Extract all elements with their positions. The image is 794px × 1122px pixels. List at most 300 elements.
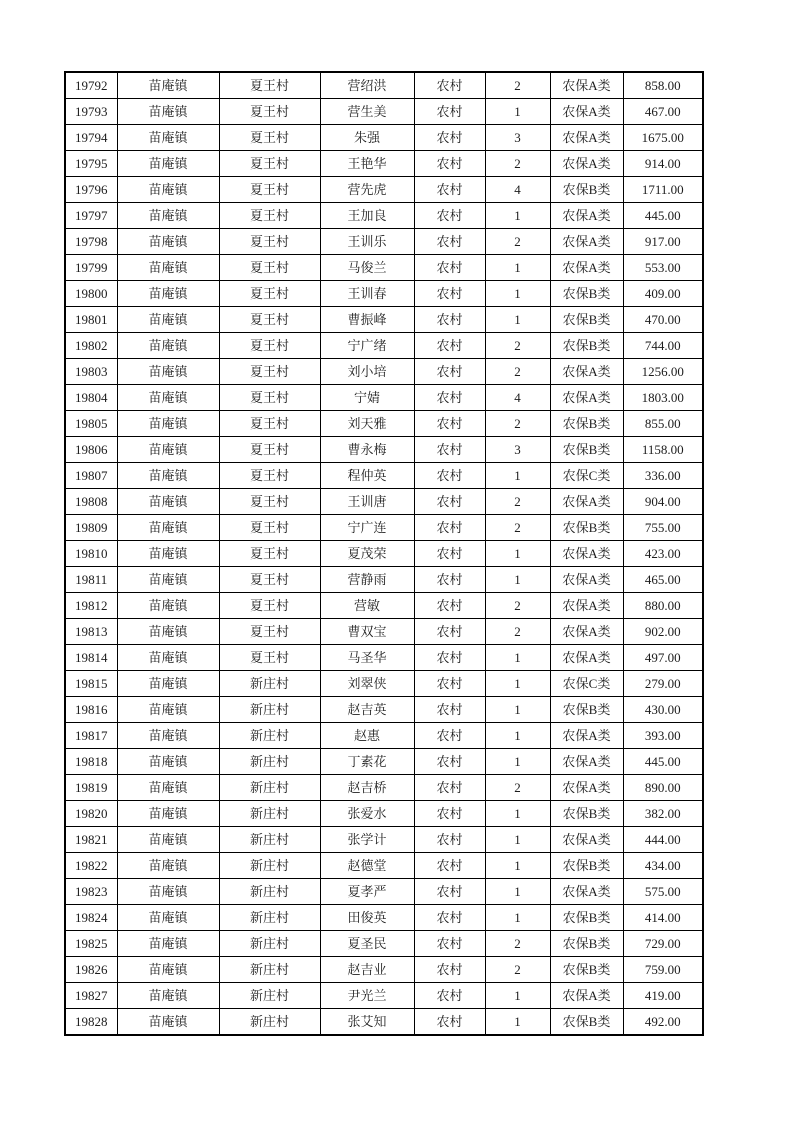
- cell-person-name: 张艾知: [320, 1009, 414, 1036]
- cell-amount: 497.00: [623, 645, 703, 671]
- cell-town: 苗庵镇: [117, 255, 219, 281]
- cell-insurance-category: 农保A类: [550, 775, 623, 801]
- cell-town: 苗庵镇: [117, 619, 219, 645]
- table-row: [65, 801, 703, 827]
- cell-village: 夏王村: [219, 255, 320, 281]
- cell-amount: 444.00: [623, 827, 703, 853]
- cell-residence-type: 农村: [414, 775, 485, 801]
- cell-residence-type: 农村: [414, 723, 485, 749]
- cell-amount: 904.00: [623, 489, 703, 515]
- cell-record-id: 19816: [65, 697, 117, 723]
- cell-person-count: 2: [485, 359, 550, 385]
- cell-person-count: 1: [485, 827, 550, 853]
- cell-person-count: 2: [485, 931, 550, 957]
- cell-person-count: 1: [485, 671, 550, 697]
- cell-insurance-category: 农保A类: [550, 72, 623, 99]
- cell-residence-type: 农村: [414, 593, 485, 619]
- cell-person-name: 营敏: [320, 593, 414, 619]
- cell-residence-type: 农村: [414, 72, 485, 99]
- cell-town: 苗庵镇: [117, 1009, 219, 1036]
- cell-person-count: 1: [485, 905, 550, 931]
- cell-village: 新庄村: [219, 775, 320, 801]
- cell-record-id: 19811: [65, 567, 117, 593]
- cell-town: 苗庵镇: [117, 333, 219, 359]
- cell-town: 苗庵镇: [117, 437, 219, 463]
- table-row: [65, 905, 703, 931]
- cell-village: 夏王村: [219, 619, 320, 645]
- cell-town: 苗庵镇: [117, 307, 219, 333]
- cell-person-name: 丁素花: [320, 749, 414, 775]
- table-row: [65, 515, 703, 541]
- cell-person-count: 1: [485, 541, 550, 567]
- table-row: [65, 671, 703, 697]
- cell-amount: 744.00: [623, 333, 703, 359]
- table-row: [65, 957, 703, 983]
- cell-town: 苗庵镇: [117, 697, 219, 723]
- cell-person-count: 2: [485, 619, 550, 645]
- cell-residence-type: 农村: [414, 645, 485, 671]
- cell-insurance-category: 农保B类: [550, 801, 623, 827]
- cell-amount: 382.00: [623, 801, 703, 827]
- cell-residence-type: 农村: [414, 827, 485, 853]
- cell-record-id: 19800: [65, 281, 117, 307]
- cell-residence-type: 农村: [414, 359, 485, 385]
- cell-insurance-category: 农保A类: [550, 593, 623, 619]
- table-row: [65, 749, 703, 775]
- cell-record-id: 19808: [65, 489, 117, 515]
- cell-residence-type: 农村: [414, 905, 485, 931]
- cell-record-id: 19828: [65, 1009, 117, 1036]
- cell-town: 苗庵镇: [117, 515, 219, 541]
- cell-town: 苗庵镇: [117, 463, 219, 489]
- cell-record-id: 19812: [65, 593, 117, 619]
- cell-residence-type: 农村: [414, 333, 485, 359]
- cell-record-id: 19824: [65, 905, 117, 931]
- cell-insurance-category: 农保A类: [550, 541, 623, 567]
- cell-amount: 423.00: [623, 541, 703, 567]
- cell-town: 苗庵镇: [117, 99, 219, 125]
- cell-record-id: 19799: [65, 255, 117, 281]
- cell-person-count: 2: [485, 72, 550, 99]
- records-table: [64, 71, 704, 1036]
- cell-residence-type: 农村: [414, 853, 485, 879]
- cell-residence-type: 农村: [414, 749, 485, 775]
- table-row: [65, 203, 703, 229]
- cell-town: 苗庵镇: [117, 879, 219, 905]
- table-row: [65, 697, 703, 723]
- cell-town: 苗庵镇: [117, 541, 219, 567]
- cell-record-id: 19817: [65, 723, 117, 749]
- cell-person-name: 马圣华: [320, 645, 414, 671]
- cell-town: 苗庵镇: [117, 645, 219, 671]
- cell-insurance-category: 农保A类: [550, 229, 623, 255]
- cell-town: 苗庵镇: [117, 229, 219, 255]
- cell-amount: 467.00: [623, 99, 703, 125]
- table-row: [65, 359, 703, 385]
- cell-residence-type: 农村: [414, 411, 485, 437]
- cell-amount: 465.00: [623, 567, 703, 593]
- cell-insurance-category: 农保A类: [550, 99, 623, 125]
- cell-insurance-category: 农保B类: [550, 177, 623, 203]
- cell-person-count: 1: [485, 645, 550, 671]
- cell-residence-type: 农村: [414, 671, 485, 697]
- table-row: [65, 255, 703, 281]
- cell-village: 新庄村: [219, 697, 320, 723]
- cell-amount: 917.00: [623, 229, 703, 255]
- cell-person-count: 1: [485, 749, 550, 775]
- cell-village: 夏王村: [219, 515, 320, 541]
- cell-person-count: 1: [485, 1009, 550, 1036]
- cell-village: 夏王村: [219, 567, 320, 593]
- cell-person-name: 朱强: [320, 125, 414, 151]
- cell-village: 新庄村: [219, 853, 320, 879]
- cell-amount: 279.00: [623, 671, 703, 697]
- cell-person-name: 程仲英: [320, 463, 414, 489]
- cell-amount: 1256.00: [623, 359, 703, 385]
- cell-person-count: 1: [485, 853, 550, 879]
- cell-person-name: 营静雨: [320, 567, 414, 593]
- table-row: [65, 853, 703, 879]
- cell-record-id: 19804: [65, 385, 117, 411]
- cell-residence-type: 农村: [414, 515, 485, 541]
- cell-residence-type: 农村: [414, 177, 485, 203]
- cell-record-id: 19802: [65, 333, 117, 359]
- cell-person-name: 曹振峰: [320, 307, 414, 333]
- table-row: [65, 99, 703, 125]
- cell-person-name: 营绍洪: [320, 72, 414, 99]
- cell-insurance-category: 农保B类: [550, 411, 623, 437]
- cell-amount: 553.00: [623, 255, 703, 281]
- cell-town: 苗庵镇: [117, 567, 219, 593]
- cell-person-count: 2: [485, 151, 550, 177]
- cell-village: 新庄村: [219, 879, 320, 905]
- cell-amount: 470.00: [623, 307, 703, 333]
- table-row: [65, 333, 703, 359]
- cell-amount: 858.00: [623, 72, 703, 99]
- cell-record-id: 19826: [65, 957, 117, 983]
- cell-record-id: 19821: [65, 827, 117, 853]
- cell-village: 夏王村: [219, 72, 320, 99]
- table-row: [65, 229, 703, 255]
- cell-record-id: 19805: [65, 411, 117, 437]
- cell-town: 苗庵镇: [117, 671, 219, 697]
- cell-insurance-category: 农保A类: [550, 645, 623, 671]
- table-row: [65, 307, 703, 333]
- cell-insurance-category: 农保A类: [550, 255, 623, 281]
- cell-residence-type: 农村: [414, 281, 485, 307]
- cell-record-id: 19825: [65, 931, 117, 957]
- table-row: [65, 151, 703, 177]
- cell-town: 苗庵镇: [117, 957, 219, 983]
- cell-insurance-category: 农保A类: [550, 385, 623, 411]
- cell-amount: 575.00: [623, 879, 703, 905]
- cell-insurance-category: 农保A类: [550, 619, 623, 645]
- cell-person-name: 王训唐: [320, 489, 414, 515]
- cell-person-count: 1: [485, 255, 550, 281]
- cell-town: 苗庵镇: [117, 203, 219, 229]
- cell-village: 夏王村: [219, 307, 320, 333]
- cell-person-name: 赵吉英: [320, 697, 414, 723]
- cell-village: 夏王村: [219, 645, 320, 671]
- cell-record-id: 19797: [65, 203, 117, 229]
- cell-amount: 434.00: [623, 853, 703, 879]
- cell-town: 苗庵镇: [117, 983, 219, 1009]
- cell-town: 苗庵镇: [117, 931, 219, 957]
- cell-person-count: 2: [485, 411, 550, 437]
- cell-person-count: 3: [485, 125, 550, 151]
- cell-amount: 445.00: [623, 203, 703, 229]
- table-row: [65, 931, 703, 957]
- cell-person-count: 4: [485, 385, 550, 411]
- cell-residence-type: 农村: [414, 619, 485, 645]
- cell-town: 苗庵镇: [117, 775, 219, 801]
- cell-insurance-category: 农保B类: [550, 697, 623, 723]
- cell-person-name: 田俊英: [320, 905, 414, 931]
- cell-person-name: 赵吉业: [320, 957, 414, 983]
- cell-amount: 1803.00: [623, 385, 703, 411]
- cell-village: 夏王村: [219, 125, 320, 151]
- cell-record-id: 19820: [65, 801, 117, 827]
- cell-person-name: 马俊兰: [320, 255, 414, 281]
- cell-person-count: 4: [485, 177, 550, 203]
- cell-residence-type: 农村: [414, 541, 485, 567]
- cell-record-id: 19823: [65, 879, 117, 905]
- cell-person-count: 1: [485, 879, 550, 905]
- cell-village: 夏王村: [219, 203, 320, 229]
- cell-insurance-category: 农保A类: [550, 749, 623, 775]
- cell-town: 苗庵镇: [117, 411, 219, 437]
- cell-record-id: 19813: [65, 619, 117, 645]
- cell-residence-type: 农村: [414, 385, 485, 411]
- cell-insurance-category: 农保C类: [550, 671, 623, 697]
- table-row: [65, 879, 703, 905]
- cell-amount: 430.00: [623, 697, 703, 723]
- cell-amount: 755.00: [623, 515, 703, 541]
- cell-village: 新庄村: [219, 749, 320, 775]
- cell-town: 苗庵镇: [117, 827, 219, 853]
- cell-village: 夏王村: [219, 177, 320, 203]
- cell-amount: 419.00: [623, 983, 703, 1009]
- cell-insurance-category: 农保B类: [550, 307, 623, 333]
- cell-insurance-category: 农保B类: [550, 905, 623, 931]
- cell-residence-type: 农村: [414, 801, 485, 827]
- cell-insurance-category: 农保A类: [550, 723, 623, 749]
- cell-person-count: 1: [485, 983, 550, 1009]
- cell-person-name: 王艳华: [320, 151, 414, 177]
- cell-village: 夏王村: [219, 411, 320, 437]
- cell-record-id: 19794: [65, 125, 117, 151]
- cell-person-count: 3: [485, 437, 550, 463]
- cell-residence-type: 农村: [414, 697, 485, 723]
- cell-person-count: 1: [485, 567, 550, 593]
- cell-amount: 1675.00: [623, 125, 703, 151]
- cell-residence-type: 农村: [414, 489, 485, 515]
- cell-insurance-category: 农保B类: [550, 281, 623, 307]
- table-row: [65, 827, 703, 853]
- cell-person-name: 夏孝严: [320, 879, 414, 905]
- cell-person-name: 曹双宝: [320, 619, 414, 645]
- cell-amount: 902.00: [623, 619, 703, 645]
- cell-insurance-category: 农保B类: [550, 1009, 623, 1036]
- cell-village: 新庄村: [219, 671, 320, 697]
- cell-person-count: 1: [485, 281, 550, 307]
- cell-amount: 759.00: [623, 957, 703, 983]
- table-row: [65, 463, 703, 489]
- cell-insurance-category: 农保B类: [550, 437, 623, 463]
- cell-insurance-category: 农保A类: [550, 567, 623, 593]
- cell-record-id: 19819: [65, 775, 117, 801]
- cell-amount: 914.00: [623, 151, 703, 177]
- cell-residence-type: 农村: [414, 151, 485, 177]
- cell-amount: 393.00: [623, 723, 703, 749]
- cell-insurance-category: 农保B类: [550, 957, 623, 983]
- cell-residence-type: 农村: [414, 203, 485, 229]
- cell-residence-type: 农村: [414, 255, 485, 281]
- cell-amount: 890.00: [623, 775, 703, 801]
- cell-record-id: 19815: [65, 671, 117, 697]
- cell-village: 夏王村: [219, 281, 320, 307]
- cell-town: 苗庵镇: [117, 723, 219, 749]
- cell-person-name: 曹永梅: [320, 437, 414, 463]
- cell-village: 夏王村: [219, 333, 320, 359]
- cell-amount: 492.00: [623, 1009, 703, 1036]
- table-row: [65, 385, 703, 411]
- cell-person-count: 2: [485, 593, 550, 619]
- cell-town: 苗庵镇: [117, 853, 219, 879]
- cell-amount: 336.00: [623, 463, 703, 489]
- cell-insurance-category: 农保A类: [550, 827, 623, 853]
- cell-town: 苗庵镇: [117, 281, 219, 307]
- cell-person-name: 赵惠: [320, 723, 414, 749]
- cell-person-name: 王加良: [320, 203, 414, 229]
- table-row: [65, 72, 703, 99]
- cell-insurance-category: 农保A类: [550, 489, 623, 515]
- table-row: [65, 593, 703, 619]
- cell-residence-type: 农村: [414, 463, 485, 489]
- cell-record-id: 19827: [65, 983, 117, 1009]
- cell-residence-type: 农村: [414, 879, 485, 905]
- cell-insurance-category: 农保B类: [550, 333, 623, 359]
- cell-person-name: 刘天雅: [320, 411, 414, 437]
- cell-town: 苗庵镇: [117, 489, 219, 515]
- cell-village: 夏王村: [219, 151, 320, 177]
- cell-person-name: 刘翠侠: [320, 671, 414, 697]
- cell-village: 新庄村: [219, 827, 320, 853]
- cell-person-name: 刘小培: [320, 359, 414, 385]
- table-row: [65, 983, 703, 1009]
- cell-village: 夏王村: [219, 541, 320, 567]
- cell-person-name: 夏圣民: [320, 931, 414, 957]
- cell-village: 新庄村: [219, 983, 320, 1009]
- cell-residence-type: 农村: [414, 1009, 485, 1036]
- cell-residence-type: 农村: [414, 983, 485, 1009]
- cell-residence-type: 农村: [414, 567, 485, 593]
- cell-residence-type: 农村: [414, 125, 485, 151]
- cell-village: 新庄村: [219, 723, 320, 749]
- cell-insurance-category: 农保A类: [550, 125, 623, 151]
- cell-record-id: 19818: [65, 749, 117, 775]
- table-row: [65, 437, 703, 463]
- cell-residence-type: 农村: [414, 229, 485, 255]
- cell-person-name: 夏茂荣: [320, 541, 414, 567]
- cell-insurance-category: 农保B类: [550, 515, 623, 541]
- cell-record-id: 19798: [65, 229, 117, 255]
- cell-amount: 729.00: [623, 931, 703, 957]
- cell-amount: 880.00: [623, 593, 703, 619]
- cell-person-count: 1: [485, 307, 550, 333]
- table-row: [65, 411, 703, 437]
- cell-town: 苗庵镇: [117, 749, 219, 775]
- cell-insurance-category: 农保B类: [550, 931, 623, 957]
- cell-town: 苗庵镇: [117, 359, 219, 385]
- cell-record-id: 19803: [65, 359, 117, 385]
- cell-residence-type: 农村: [414, 99, 485, 125]
- table-row: [65, 1009, 703, 1036]
- cell-residence-type: 农村: [414, 437, 485, 463]
- table-row: [65, 489, 703, 515]
- cell-person-count: 1: [485, 203, 550, 229]
- cell-person-count: 1: [485, 99, 550, 125]
- cell-record-id: 19792: [65, 72, 117, 99]
- cell-residence-type: 农村: [414, 307, 485, 333]
- cell-record-id: 19807: [65, 463, 117, 489]
- cell-town: 苗庵镇: [117, 905, 219, 931]
- cell-residence-type: 农村: [414, 931, 485, 957]
- cell-person-count: 2: [485, 957, 550, 983]
- cell-town: 苗庵镇: [117, 125, 219, 151]
- cell-person-name: 宁广连: [320, 515, 414, 541]
- cell-town: 苗庵镇: [117, 177, 219, 203]
- cell-village: 夏王村: [219, 385, 320, 411]
- cell-person-name: 王训乐: [320, 229, 414, 255]
- cell-village: 夏王村: [219, 489, 320, 515]
- table-row: [65, 619, 703, 645]
- cell-person-count: 2: [485, 489, 550, 515]
- cell-amount: 445.00: [623, 749, 703, 775]
- table-row: [65, 281, 703, 307]
- cell-person-name: 赵吉桥: [320, 775, 414, 801]
- table-row: [65, 541, 703, 567]
- cell-person-count: 2: [485, 515, 550, 541]
- cell-person-name: 营先虎: [320, 177, 414, 203]
- cell-village: 夏王村: [219, 359, 320, 385]
- cell-person-name: 尹光兰: [320, 983, 414, 1009]
- cell-person-count: 2: [485, 229, 550, 255]
- cell-person-count: 2: [485, 333, 550, 359]
- cell-village: 新庄村: [219, 931, 320, 957]
- cell-person-name: 王训春: [320, 281, 414, 307]
- cell-record-id: 19806: [65, 437, 117, 463]
- cell-record-id: 19822: [65, 853, 117, 879]
- cell-record-id: 19801: [65, 307, 117, 333]
- cell-village: 夏王村: [219, 99, 320, 125]
- records-tbody: [65, 72, 703, 1035]
- table-row: [65, 567, 703, 593]
- cell-town: 苗庵镇: [117, 593, 219, 619]
- cell-person-name: 张爱水: [320, 801, 414, 827]
- cell-insurance-category: 农保A类: [550, 203, 623, 229]
- cell-record-id: 19796: [65, 177, 117, 203]
- cell-person-name: 赵德堂: [320, 853, 414, 879]
- cell-amount: 414.00: [623, 905, 703, 931]
- table-row: [65, 177, 703, 203]
- cell-record-id: 19809: [65, 515, 117, 541]
- cell-record-id: 19814: [65, 645, 117, 671]
- cell-person-count: 1: [485, 463, 550, 489]
- cell-person-name: 张学计: [320, 827, 414, 853]
- cell-person-count: 2: [485, 775, 550, 801]
- cell-town: 苗庵镇: [117, 72, 219, 99]
